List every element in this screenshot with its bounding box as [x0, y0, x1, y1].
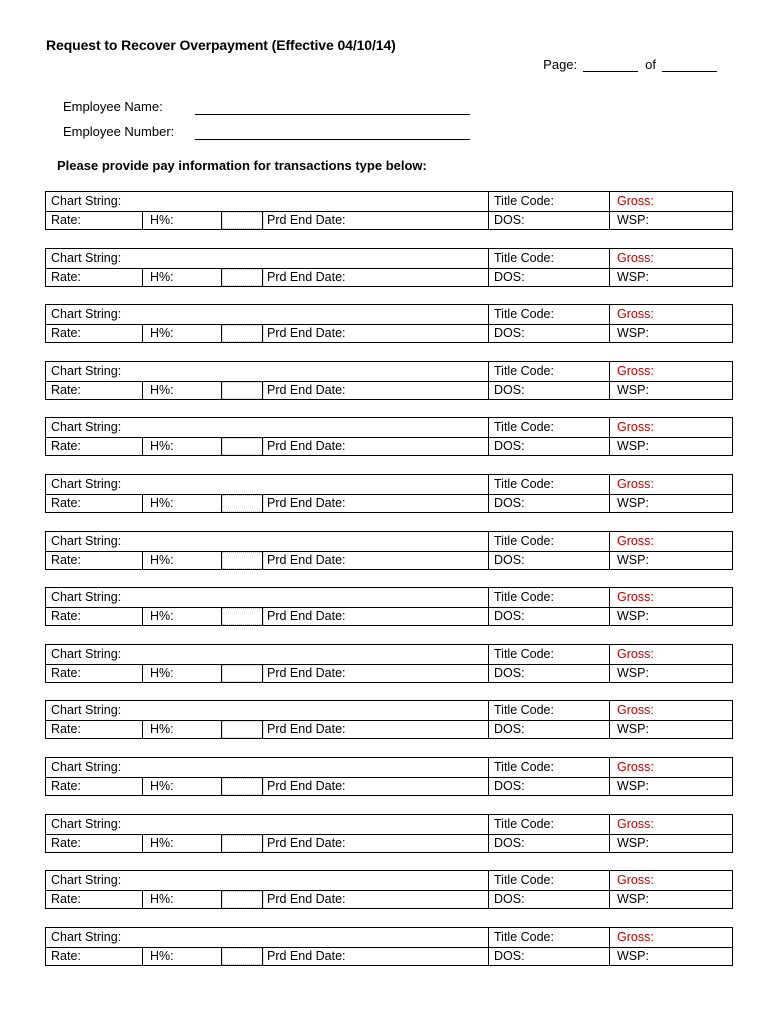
dos-label: DOS:	[494, 892, 525, 907]
row-divider	[46, 777, 732, 778]
column-divider	[142, 211, 143, 229]
prd-end-date-label: Prd End Date:	[267, 948, 346, 963]
column-divider	[609, 475, 610, 512]
transaction-block	[45, 417, 733, 456]
column-divider	[609, 928, 610, 965]
rate-label: Rate:	[51, 382, 81, 397]
prd-end-date-label: Prd End Date:	[267, 269, 346, 284]
page-number-field[interactable]	[583, 57, 638, 72]
title-code-label: Title Code:	[494, 307, 554, 322]
dos-label: DOS:	[494, 779, 525, 793]
wsp-label: WSP:	[617, 213, 649, 227]
column-divider	[142, 720, 143, 738]
prd-end-date-label: Prd End Date:	[267, 835, 346, 850]
employee-name-label: Employee Name:	[63, 99, 163, 114]
title-code-label: Title Code:	[494, 420, 554, 435]
chart-string-label: Chart String:	[51, 760, 122, 774]
gross-label: Gross:	[617, 420, 654, 435]
rate-label: Rate:	[51, 609, 81, 624]
title-code-label: Title Code:	[494, 363, 554, 378]
column-divider	[142, 777, 143, 795]
column-divider	[488, 192, 489, 229]
title-code-label: Title Code:	[494, 533, 554, 548]
title-code-label: Title Code:	[494, 873, 554, 888]
employee-number-label: Employee Number:	[63, 124, 175, 139]
chart-string-label: Chart String:	[51, 477, 122, 491]
chart-string-label: Chart String:	[51, 533, 122, 548]
employee-name-field[interactable]	[195, 114, 470, 115]
chart-string-label: Chart String:	[51, 873, 122, 888]
title-code-label: Title Code:	[494, 760, 554, 774]
column-divider	[142, 607, 143, 625]
h-percent-input[interactable]	[222, 721, 264, 738]
gross-label: Gross:	[617, 477, 654, 491]
gross-label: Gross:	[617, 194, 654, 208]
column-divider	[609, 418, 610, 455]
of-label: of	[645, 57, 656, 72]
rate-label: Rate:	[51, 665, 81, 680]
h-percent-input[interactable]	[222, 835, 264, 852]
gross-label: Gross:	[617, 250, 654, 265]
row-divider	[46, 381, 732, 382]
h-percent-input[interactable]	[222, 212, 264, 229]
row-divider	[46, 437, 732, 438]
transaction-block	[45, 474, 733, 513]
column-divider	[488, 928, 489, 965]
chart-string-label: Chart String:	[51, 250, 122, 265]
gross-label: Gross:	[617, 363, 654, 378]
prd-end-date-label: Prd End Date:	[267, 552, 346, 567]
title-code-label: Title Code:	[494, 250, 554, 265]
dos-label: DOS:	[494, 609, 525, 624]
title-code-label: Title Code:	[494, 816, 554, 831]
gross-label: Gross:	[617, 590, 654, 605]
h-percent-label: H%:	[150, 269, 174, 284]
column-divider	[609, 305, 610, 342]
prd-end-date-label: Prd End Date:	[267, 439, 346, 454]
h-percent-input[interactable]	[222, 269, 264, 286]
h-percent-input[interactable]	[222, 948, 264, 965]
h-percent-input[interactable]	[222, 552, 264, 569]
transaction-block	[45, 304, 733, 343]
title-code-label: Title Code:	[494, 929, 554, 944]
transaction-block	[45, 757, 733, 796]
transaction-block	[45, 644, 733, 683]
column-divider	[609, 701, 610, 738]
rate-label: Rate:	[51, 496, 81, 510]
title-code-label: Title Code:	[494, 703, 554, 718]
transaction-block	[45, 191, 733, 230]
title-code-label: Title Code:	[494, 646, 554, 661]
wsp-label: WSP:	[617, 948, 649, 963]
h-percent-label: H%:	[150, 722, 174, 737]
prd-end-date-label: Prd End Date:	[267, 213, 346, 227]
dos-label: DOS:	[494, 439, 525, 454]
dos-label: DOS:	[494, 665, 525, 680]
column-divider	[488, 871, 489, 908]
rate-label: Rate:	[51, 439, 81, 454]
column-divider	[142, 947, 143, 965]
column-divider	[142, 551, 143, 569]
column-divider	[488, 362, 489, 399]
rate-label: Rate:	[51, 326, 81, 341]
column-divider	[488, 305, 489, 342]
column-divider	[142, 324, 143, 342]
column-divider	[142, 381, 143, 399]
rate-label: Rate:	[51, 269, 81, 284]
dos-label: DOS:	[494, 948, 525, 963]
row-divider	[46, 720, 732, 721]
page-label: Page:	[543, 57, 578, 72]
column-divider	[609, 362, 610, 399]
h-percent-label: H%:	[150, 665, 174, 680]
h-percent-label: H%:	[150, 609, 174, 624]
transaction-block	[45, 870, 733, 909]
wsp-label: WSP:	[617, 552, 649, 567]
transaction-block	[45, 814, 733, 853]
wsp-label: WSP:	[617, 326, 649, 341]
transaction-block	[45, 361, 733, 400]
gross-label: Gross:	[617, 760, 654, 774]
gross-label: Gross:	[617, 533, 654, 548]
chart-string-label: Chart String:	[51, 929, 122, 944]
dos-label: DOS:	[494, 382, 525, 397]
wsp-label: WSP:	[617, 835, 649, 850]
column-divider	[488, 588, 489, 625]
row-divider	[46, 268, 732, 269]
wsp-label: WSP:	[617, 779, 649, 793]
h-percent-label: H%:	[150, 552, 174, 567]
h-percent-input[interactable]	[222, 325, 264, 342]
gross-label: Gross:	[617, 873, 654, 888]
column-divider	[609, 249, 610, 286]
wsp-label: WSP:	[617, 609, 649, 624]
column-divider	[488, 701, 489, 738]
gross-label: Gross:	[617, 816, 654, 831]
rate-label: Rate:	[51, 779, 81, 793]
column-divider	[488, 475, 489, 512]
column-divider	[609, 532, 610, 569]
chart-string-label: Chart String:	[51, 703, 122, 718]
h-percent-input[interactable]	[222, 608, 264, 625]
wsp-label: WSP:	[617, 269, 649, 284]
h-percent-input[interactable]	[222, 382, 264, 399]
column-divider	[488, 645, 489, 682]
dos-label: DOS:	[494, 269, 525, 284]
rate-label: Rate:	[51, 948, 81, 963]
gross-label: Gross:	[617, 307, 654, 322]
h-percent-label: H%:	[150, 439, 174, 454]
h-percent-label: H%:	[150, 382, 174, 397]
prd-end-date-label: Prd End Date:	[267, 326, 346, 341]
column-divider	[142, 890, 143, 908]
column-divider	[142, 664, 143, 682]
row-divider	[46, 664, 732, 665]
prd-end-date-label: Prd End Date:	[267, 892, 346, 907]
h-percent-input[interactable]	[222, 665, 264, 682]
column-divider	[609, 758, 610, 795]
chart-string-label: Chart String:	[51, 363, 122, 378]
row-divider	[46, 551, 732, 552]
h-percent-label: H%:	[150, 496, 174, 510]
wsp-label: WSP:	[617, 382, 649, 397]
row-divider	[46, 890, 732, 891]
h-percent-label: H%:	[150, 948, 174, 963]
h-percent-input[interactable]	[222, 778, 264, 795]
h-percent-label: H%:	[150, 835, 174, 850]
column-divider	[488, 815, 489, 852]
employee-number-field[interactable]	[195, 139, 470, 140]
prd-end-date-label: Prd End Date:	[267, 496, 346, 510]
wsp-label: WSP:	[617, 439, 649, 454]
prd-end-date-label: Prd End Date:	[267, 779, 346, 793]
h-percent-input[interactable]	[222, 495, 264, 512]
transaction-block	[45, 700, 733, 739]
column-divider	[142, 494, 143, 512]
column-divider	[609, 588, 610, 625]
wsp-label: WSP:	[617, 722, 649, 737]
instructions-text: Please provide pay information for transactions type below:	[57, 158, 427, 173]
chart-string-label: Chart String:	[51, 646, 122, 661]
column-divider	[488, 532, 489, 569]
column-divider	[609, 815, 610, 852]
prd-end-date-label: Prd End Date:	[267, 722, 346, 737]
row-divider	[46, 607, 732, 608]
chart-string-label: Chart String:	[51, 194, 122, 208]
dos-label: DOS:	[494, 835, 525, 850]
rate-label: Rate:	[51, 892, 81, 907]
dos-label: DOS:	[494, 213, 525, 227]
transaction-block	[45, 587, 733, 626]
title-code-label: Title Code:	[494, 194, 554, 208]
column-divider	[609, 871, 610, 908]
h-percent-input[interactable]	[222, 438, 264, 455]
h-percent-label: H%:	[150, 213, 174, 227]
column-divider	[609, 645, 610, 682]
dos-label: DOS:	[494, 496, 525, 510]
page-total-field[interactable]	[662, 57, 717, 72]
row-divider	[46, 324, 732, 325]
h-percent-input[interactable]	[222, 891, 264, 908]
chart-string-label: Chart String:	[51, 816, 122, 831]
prd-end-date-label: Prd End Date:	[267, 382, 346, 397]
wsp-label: WSP:	[617, 892, 649, 907]
column-divider	[488, 758, 489, 795]
chart-string-label: Chart String:	[51, 590, 122, 605]
dos-label: DOS:	[494, 722, 525, 737]
column-divider	[142, 437, 143, 455]
column-divider	[609, 192, 610, 229]
title-code-label: Title Code:	[494, 590, 554, 605]
prd-end-date-label: Prd End Date:	[267, 609, 346, 624]
transaction-block	[45, 927, 733, 966]
rate-label: Rate:	[51, 213, 81, 227]
gross-label: Gross:	[617, 929, 654, 944]
gross-label: Gross:	[617, 646, 654, 661]
chart-string-label: Chart String:	[51, 420, 122, 435]
rate-label: Rate:	[51, 552, 81, 567]
transaction-block	[45, 531, 733, 570]
column-divider	[488, 418, 489, 455]
row-divider	[46, 211, 732, 212]
dos-label: DOS:	[494, 552, 525, 567]
row-divider	[46, 947, 732, 948]
wsp-label: WSP:	[617, 496, 649, 510]
gross-label: Gross:	[617, 703, 654, 718]
transaction-block	[45, 248, 733, 287]
page-number-line	[543, 57, 717, 72]
dos-label: DOS:	[494, 326, 525, 341]
form-title: Request to Recover Overpayment (Effective 04/10/14)	[46, 37, 396, 53]
row-divider	[46, 834, 732, 835]
prd-end-date-label: Prd End Date:	[267, 665, 346, 680]
rate-label: Rate:	[51, 722, 81, 737]
h-percent-label: H%:	[150, 892, 174, 907]
rate-label: Rate:	[51, 835, 81, 850]
column-divider	[488, 249, 489, 286]
column-divider	[142, 268, 143, 286]
row-divider	[46, 494, 732, 495]
wsp-label: WSP:	[617, 665, 649, 680]
h-percent-label: H%:	[150, 779, 174, 793]
chart-string-label: Chart String:	[51, 307, 122, 322]
h-percent-label: H%:	[150, 326, 174, 341]
column-divider	[142, 834, 143, 852]
title-code-label: Title Code:	[494, 477, 554, 491]
